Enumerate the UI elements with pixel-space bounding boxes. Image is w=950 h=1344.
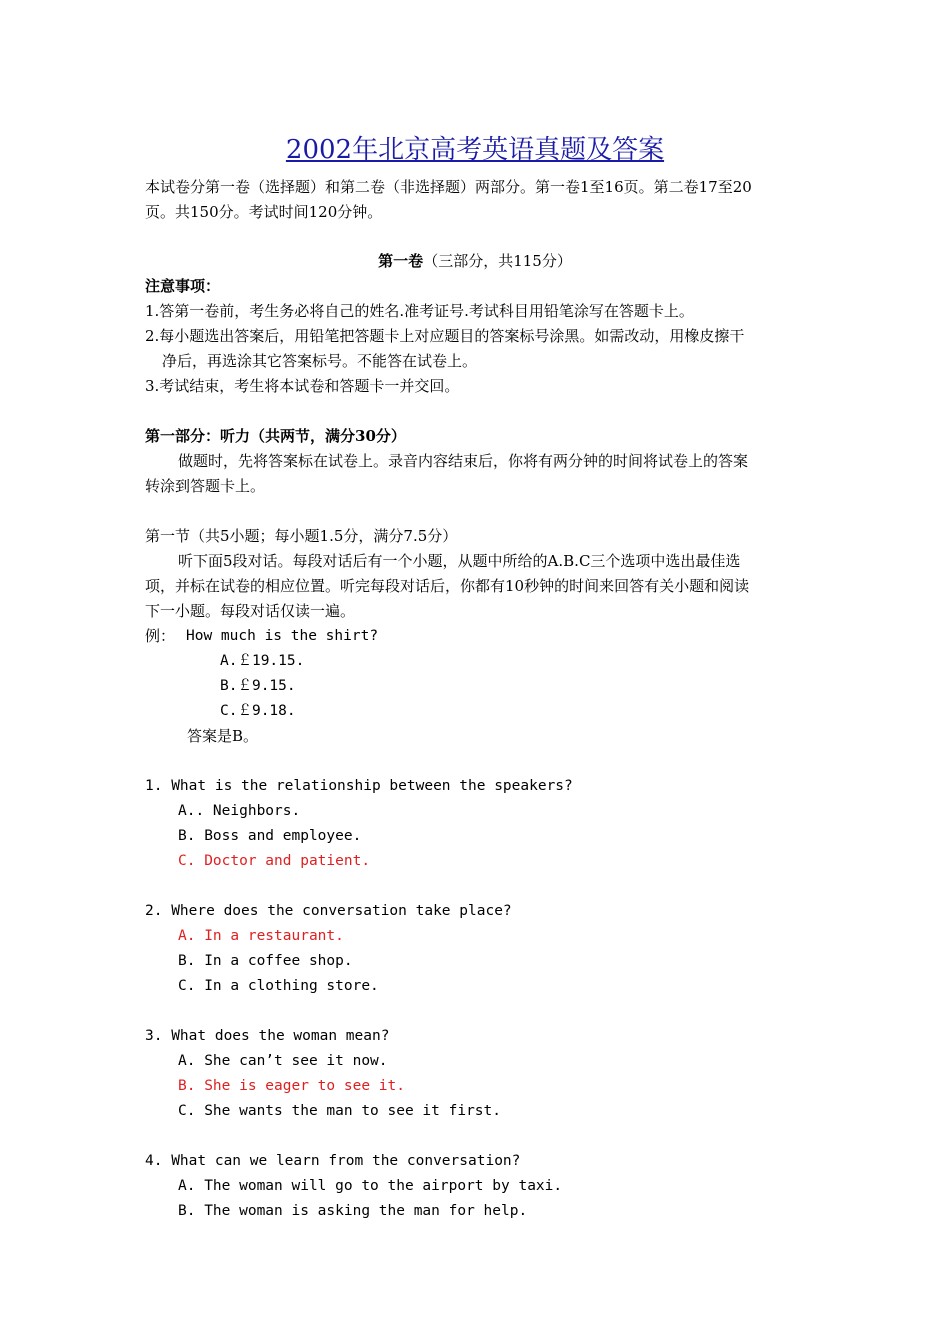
example-option-b: B.￡9.15. [220,678,296,694]
question-1: 1. What is the relationship between the speakers? [145,778,573,794]
note-2a: 2.每小题选出答案后，用铅笔把答题卡上对应题目的答案标号涂黑。如需改动，用橡皮擦干 [145,327,745,345]
volume-one-title-bold: 第一卷 [378,252,424,270]
example-label: 例： [145,627,176,645]
question-3-option-b-answer: B. She is eager to see it. [178,1078,405,1094]
question-2-option-c: C. In a clothing store. [178,978,379,994]
question-3-option-c: C. She wants the man to see it first. [178,1103,502,1119]
example-option-c: C.￡9.18. [220,703,296,719]
question-3-option-a: A. She can’t see it now. [178,1053,388,1069]
section-one-text-2: 项，并标在试卷的相应位置。听完每段对话后，你都有10秒钟的时间来回答有关小题和阅读 [145,577,750,595]
notes-heading: 注意事项： [145,277,221,295]
note-1: 1.答第一卷前，考生务必将自己的姓名.准考证号.考试科目用铅笔涂写在答题卡上。 [145,302,694,320]
question-3: 3. What does the woman mean? [145,1028,390,1044]
volume-one-title [0,249,950,274]
part-one-text-1: 做题时，先将答案标在试卷上。录音内容结束后，你将有两分钟的时间将试卷上的答案 [178,452,749,470]
question-4-option-a: A. The woman will go to the airport by taxi. [178,1178,563,1194]
example-question: How much is the shirt? [186,628,379,644]
question-2-option-a-answer: A. In a restaurant. [178,928,344,944]
page-title[interactable]: 2002年北京高考英语真题及答案 [285,135,665,165]
example-option-a: A.￡19.15. [220,653,305,669]
note-3: 3.考试结束，考生将本试卷和答题卡一并交回。 [145,377,460,395]
question-4-option-b: B. The woman is asking the man for help. [178,1203,528,1219]
question-2-option-b: B. In a coffee shop. [178,953,353,969]
question-1-option-c-answer: C. Doctor and patient. [178,853,371,869]
example-answer: 答案是B。 [187,727,259,745]
question-4: 4. What can we learn from the conversation? [145,1153,521,1169]
intro-line-2: 页。共150分。考试时间120分钟。 [145,203,383,221]
question-1-option-a: A.. Neighbors. [178,803,301,819]
question-2: 2. Where does the conversation take place? [145,903,512,919]
volume-one-title-rest: （三部分，共115分） [423,252,572,270]
question-1-option-b: B. Boss and employee. [178,828,362,844]
section-one-heading: 第一节（共5小题；每小题1.5分，满分7.5分） [145,527,458,545]
section-one-text-1: 听下面5段对话。每段对话后有一个小题，从题中所给的A.B.C三个选项中选出最佳选 [178,552,741,570]
section-one-text-3: 下一小题。每段对话仅读一遍。 [145,602,356,620]
note-2b: 净后，再选涂其它答案标号。不能答在试卷上。 [162,352,478,370]
part-one-heading: 第一部分：听力（共两节，满分30分） [145,427,406,445]
intro-line-1: 本试卷分第一卷（选择题）和第二卷（非选择题）两部分。第一卷1至16页。第二卷17至20 [145,178,752,196]
part-one-text-2: 转涂到答题卡上。 [145,477,266,495]
